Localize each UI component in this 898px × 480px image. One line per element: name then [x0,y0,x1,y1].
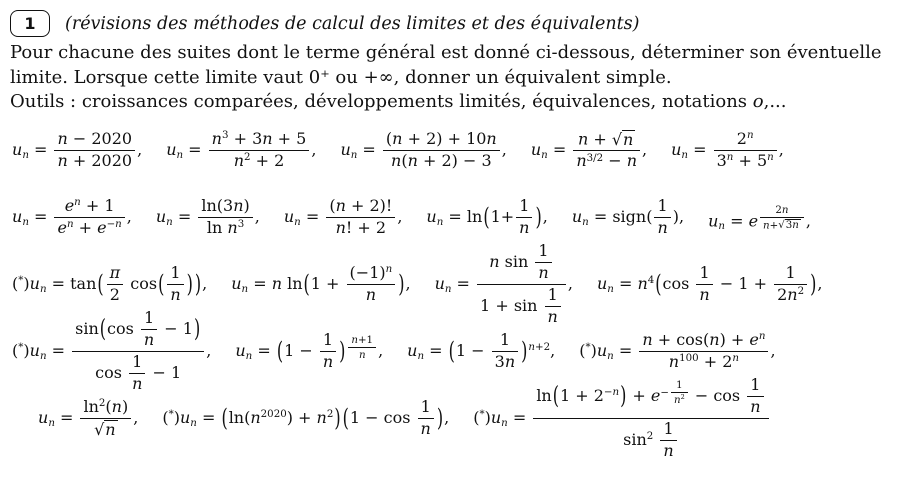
formula: un = $\frac{n - 2020}{n + 2020}$ , [12,129,143,170]
formula: un = (1 − $\frac{1}{n}$ ) $\frac{n+1}{n}$ , [235,330,384,371]
formula-row [8,117,890,184]
intro-line-1: Pour chacune des suites dont le terme général est donné ci-dessous, déterminer son éventuelle [10,42,882,63]
intro-line-2: limite. Lorsque cette limite vaut 0⁺ ou +∞, donner un équivalent simple. [10,66,672,88]
outils-notation-o: o [752,91,764,113]
formula-row [8,241,890,326]
outils-line [10,91,787,112]
outils-suffix: ,... [763,91,787,113]
formula: un = ln2(n) √ n , [38,396,139,439]
formula: un = n + √ n n3/2 − n , [530,129,648,171]
formula: (*)un = sin(cos $\frac{1}{n}$ − 1) cos $\frac{1}{n}$ − 1 , [12,308,212,393]
formula: un = (1 − $\frac{1}{3n}$ )n+2, [407,330,556,371]
formula: (*)un = ln(1 + 2−n) + e− $\frac{1}{n2}$ − cos $\frac{1}{n}$ sin2 $\frac{1}{n}$ [473,376,770,461]
exercise-title: (révisions des méthodes de calcul des limites et des équivalents) [65,13,640,34]
formulas-area [8,117,890,460]
formula: un = $\frac{(n + 2)!}{n! + 2}$ , [283,196,403,237]
formula-row [8,184,890,251]
outils-prefix: Outils : croissances comparées, développements limités, équivalences, notations [10,91,753,113]
formula: un = n ln(1 + $\frac{(-1)n}{n}$ ), [231,263,411,304]
formula-row [8,375,890,460]
formula: un = $\frac{en + 1}{en + e-n}$ , [12,196,132,237]
formula: un = sign( $\frac{1}{n}$ ), [571,196,685,237]
formula: un = $\frac{(n + 2) + 10n}{n(n + 2) - 3}$ , [340,129,507,170]
formula: un = $\frac{n3 + 3n + 5}{n2 + 2}$ , [166,129,317,170]
formula: un = n sin $\frac{1}{n}$ 1 + sin $\frac{1}{n}$ , [434,241,573,326]
formula: un = e 2n n+ √ 3n , [708,203,811,232]
intro-paragraph [10,41,890,115]
formula: (*)un = tan( $\frac{\pi}{2}$ cos( $\frac{1}{n}$ ) ), [12,263,208,304]
exercise-header [10,10,890,37]
formula: (*)un = (ln(n2020) + n2) (1 − cos $\frac{1}{n}$ ), [162,397,450,438]
formula: un = n4(cos $\frac{1}{n}$ − 1 + $\frac{1}{2n2}$ ), [596,263,823,304]
formula: un = $\frac{2n}{3n + 5n}$ , [671,129,784,170]
exercise-number-box: 1 [10,10,50,37]
formula: (*)un = $\frac{n + \cos(n) + en}{n100 + 2n}$ , [579,330,776,371]
formula: un = ln(1+ $\frac{1}{n}$ ), [426,196,548,237]
formula: un = $\frac{\ln(3n)}{\text{ln n3}}$ , [155,196,260,237]
